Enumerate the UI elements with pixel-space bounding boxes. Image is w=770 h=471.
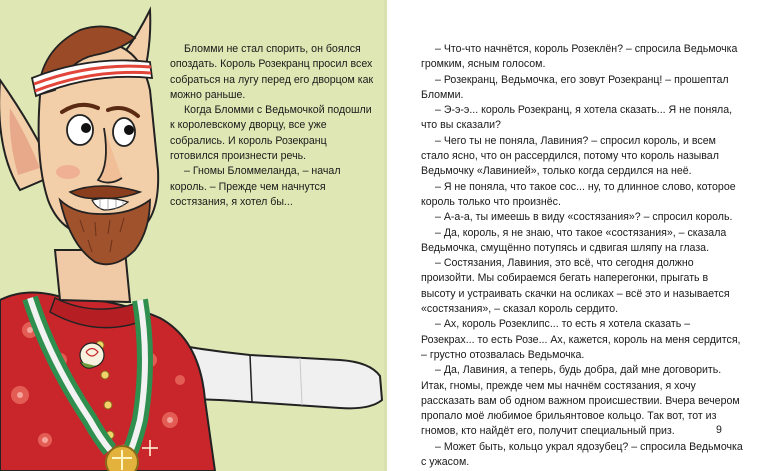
right-paragraph-5: – Я не поняла, что такое сос... ну, то длинное слово, которое король только что произнёс. (421, 180, 736, 208)
book-gutter (384, 0, 390, 471)
right-paragraph-1: – Что-что начнётся, король Розеклён? – спросила Ведьмочка громким, ясным голосом. (421, 43, 738, 71)
left-paragraph-1: Бломми не стал спорить, он боялся опоздать. Король Розекранц просил всех собраться на лугу перед его дворцом как можно раньше. (170, 43, 374, 101)
right-paragraph-8: – Состязания, Лавиния, это всё, что сегодня должно произойти. Мы собираемся бегать наперегонки, прыгать в высоту и устраивать скачки на осликах – всё это и называется «состязания», – сказал король сердито. (421, 257, 730, 316)
right-paragraph-3: – Э-э-э... король Розекранц, я хотела сказать... Я не поняла, что вы сказали? (421, 104, 733, 132)
right-paragraph-10: – Да, Лавиния, а теперь, будь добра, дай мне договорить. Итак, гномы, прежде чем мы начнём состязания, я хочу рассказать вам об одном важном происшествии. Вчера вечером пропало моё любимое брильянтовое кольцо. Так вот, тот из гномов, кто найдёт его, получит специальный приз. (421, 364, 740, 438)
right-paragraph-11: – Может быть, кольцо украл ядозубец? – спросила Ведьмочка с ужасом. (421, 440, 743, 469)
left-paragraph-3: – Гномы Бломмеланда, – начал король. – Прежде чем начнутся состязания, я хотел бы... (170, 165, 341, 208)
right-page-text (421, 42, 743, 470)
right-paragraph-6: – А-а-а, ты имеешь в виду «состязания»? – спросил король. (435, 211, 733, 224)
page-number: 9 (716, 424, 722, 436)
right-paragraph-2: – Розекранц, Ведьмочка, его зовут Розекранц! – прошептал Бломми. (421, 73, 729, 101)
right-page (387, 0, 770, 471)
right-paragraph-9: – Ах, король Розеклипс... то есть я хотела сказать – Розекрах... то есть Розе... Ах, кажется, король на меня сердится, – грустно отозвалась Ведьмочка. (421, 318, 741, 361)
left-paragraph-2: Когда Бломми с Ведьмочкой подошли к королевскому дворцу, все уже собрались. И король Розекранц готовился произнести речь. (170, 104, 372, 163)
right-paragraph-4: – Чего ты не поняла, Лавиния? – спросил король, и всем стало ясно, что он рассердился, потому что король называл Ведьмочку «Лавинией», только когда сердился на неё. (421, 134, 719, 178)
left-page-text (170, 42, 375, 210)
right-paragraph-7: – Да, король, я не знаю, что такое «состязания», – сказала Ведьмочка, смущённо потупясь и сдвигая шляпу на глаза. (421, 226, 727, 254)
